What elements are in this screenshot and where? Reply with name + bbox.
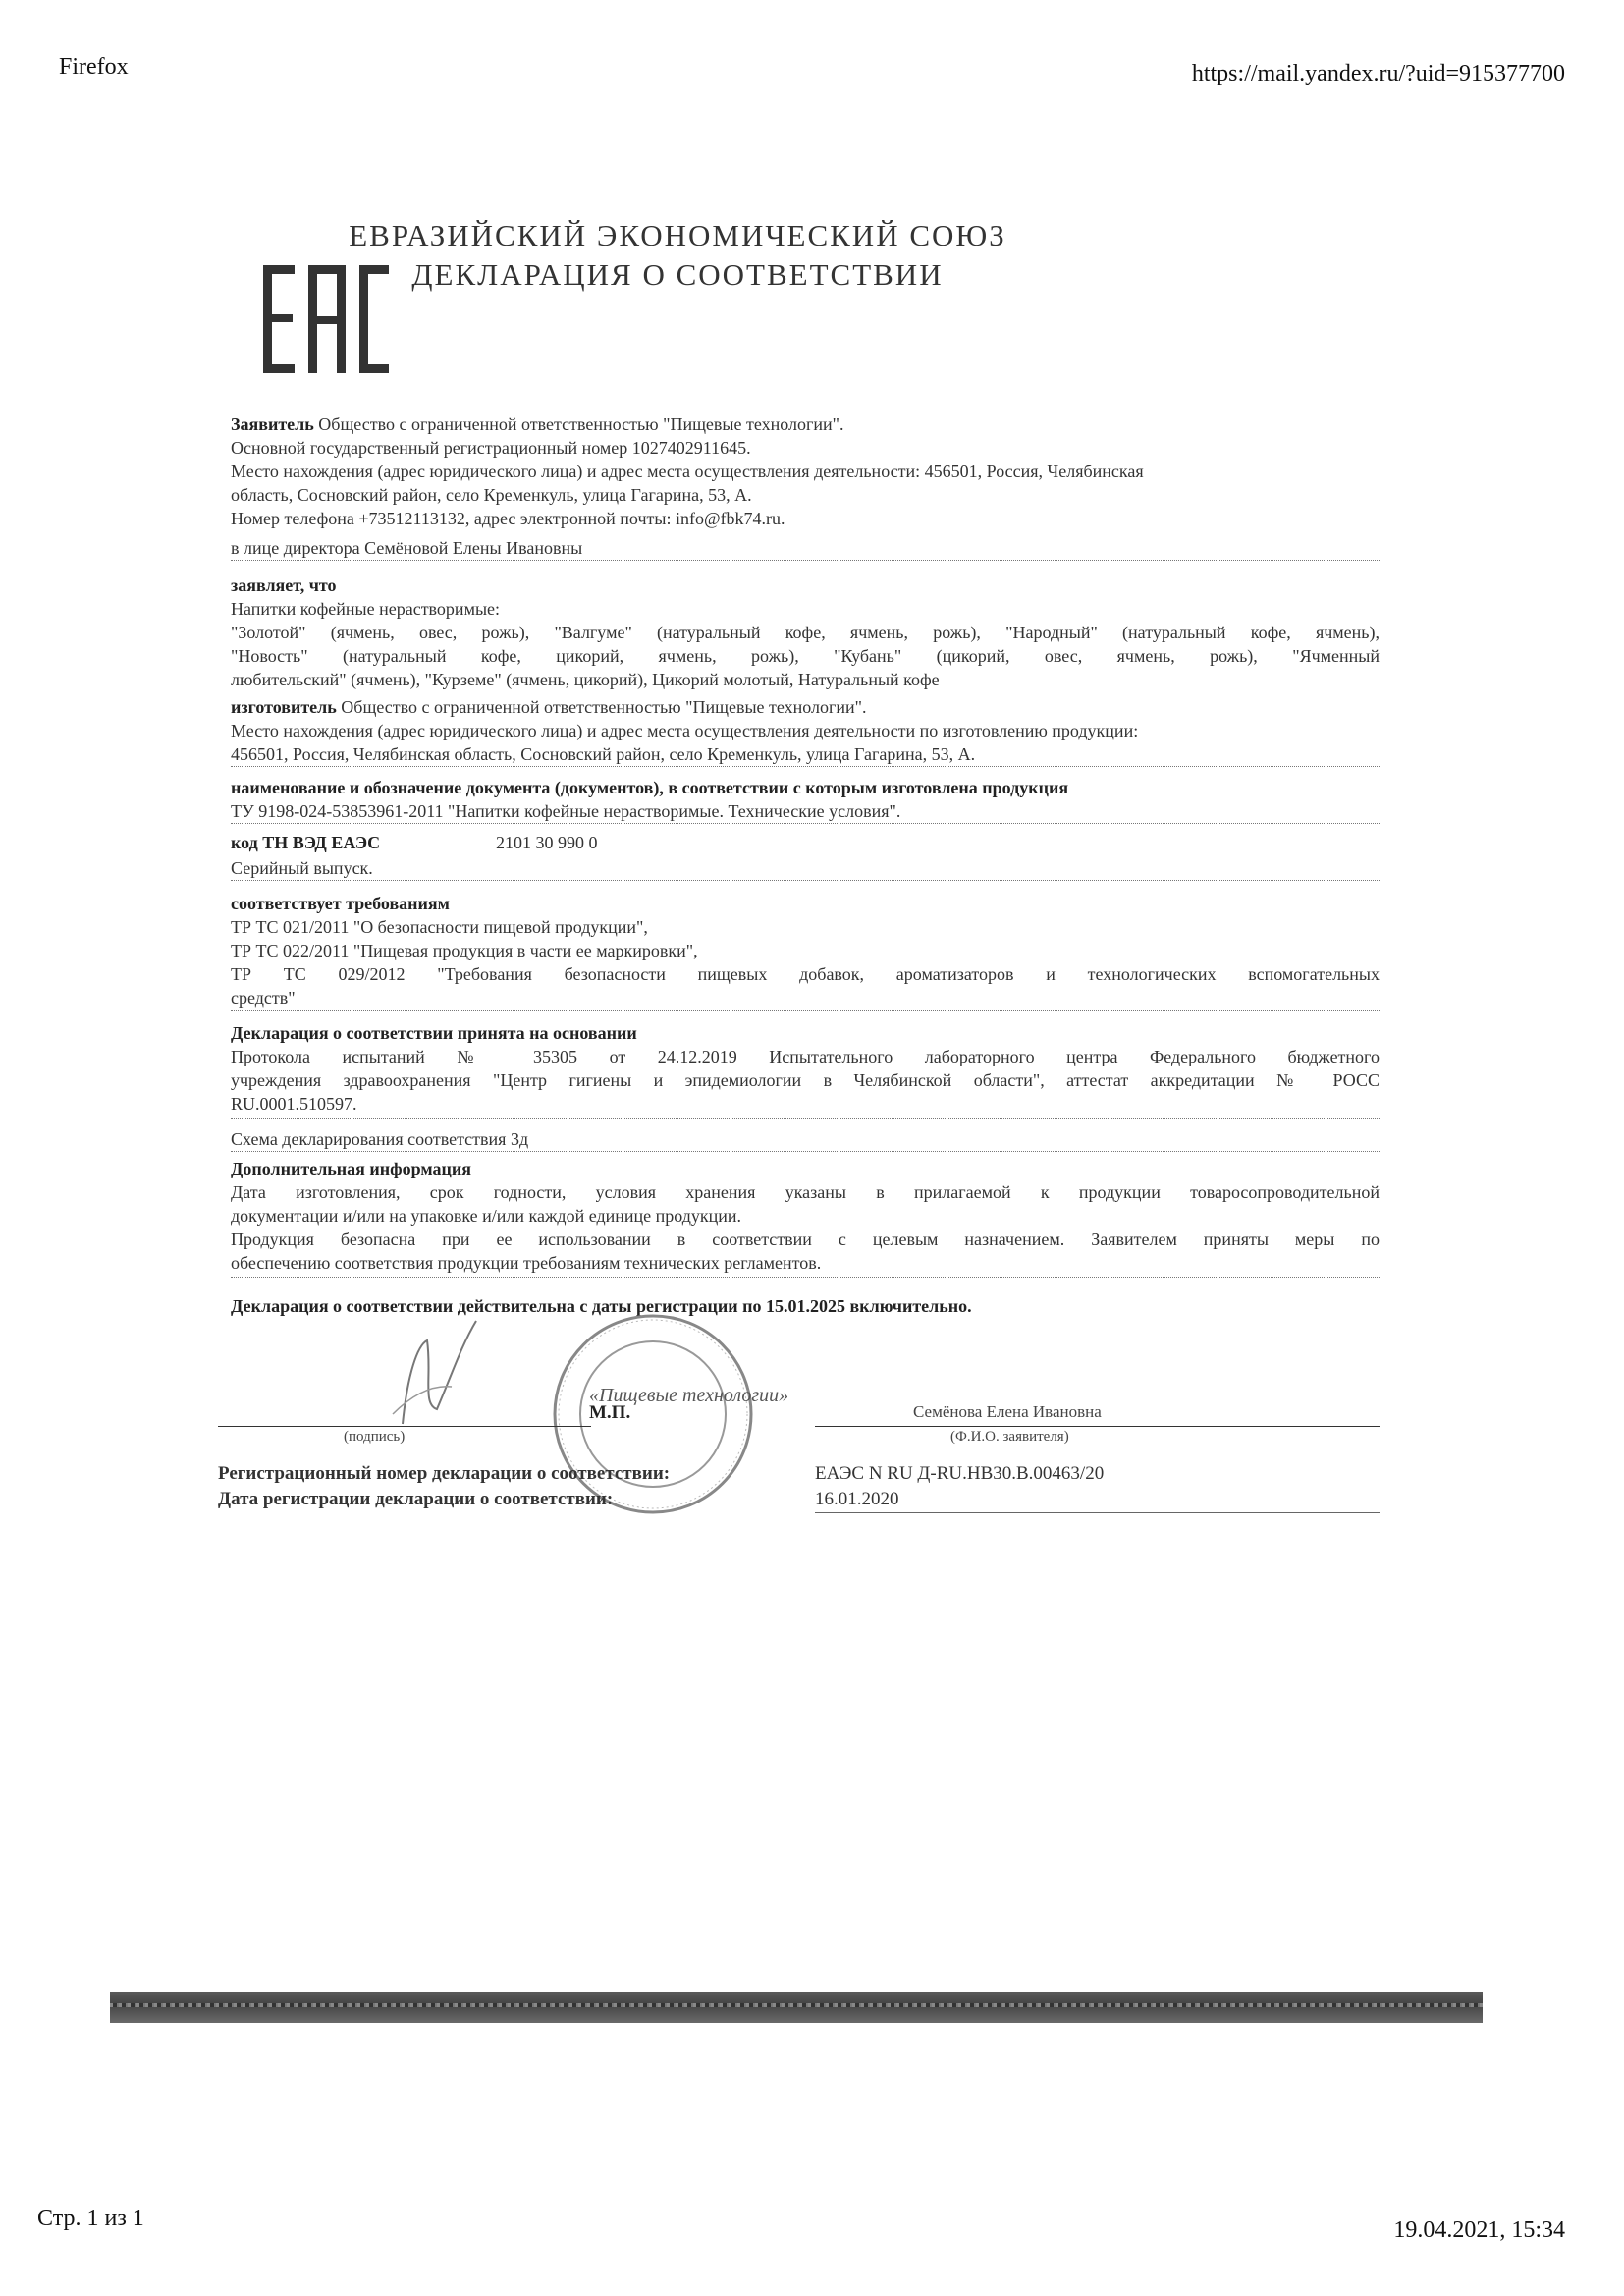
applicant-address-line2: область, Сосновский район, село Кременкуль, улица Гагарина, 53, А. xyxy=(231,485,752,505)
declaration-scheme: Схема декларирования соответствия 3д xyxy=(231,1129,529,1149)
stamp-place-label: М.П. xyxy=(589,1402,631,1423)
document-title-declaration: ДЕКЛАРАЦИЯ О СООТВЕТСТВИИ xyxy=(411,257,944,292)
manufacturer-label: изготовитель xyxy=(231,697,337,717)
tnved-value: 2101 30 990 0 xyxy=(496,833,598,852)
signature-caption: (подпись) xyxy=(344,1429,406,1445)
requirement-item: ТР ТС 021/2011 "О безопасности пищевой продукции", xyxy=(231,917,648,937)
registration-date-value: 16.01.2020 xyxy=(815,1489,899,1509)
requirement-item: ТР ТС 029/2012 "Требования безопасности пищевых добавок, ароматизаторов и технологических вспомогательных xyxy=(231,964,1380,984)
page-counter: Стр. 1 из 1 xyxy=(37,2206,144,2231)
signature-line xyxy=(218,1426,591,1427)
browser-app-name: Firefox xyxy=(59,54,129,80)
divider xyxy=(231,880,1380,881)
requirement-item: средств" xyxy=(231,988,296,1008)
scan-artifact-bar xyxy=(110,1992,1483,2023)
eac-logo xyxy=(263,265,391,373)
divider xyxy=(231,766,1380,767)
standard-value: ТУ 9198-024-53853961-2011 "Напитки кофейные нерастворимые. Технические условия". xyxy=(231,801,901,821)
divider xyxy=(231,560,1380,561)
requirements-label: соответствует требованиям xyxy=(231,894,450,913)
stamp-inner-text: «Пищевые технологии» xyxy=(589,1385,789,1406)
signer-name: Семёнова Елена Ивановна xyxy=(913,1402,1102,1421)
applicant-represented-by: в лице директора Семёновой Елены Ивановны xyxy=(231,538,583,558)
divider xyxy=(231,1010,1380,1011)
requirement-item: ТР ТС 022/2011 "Пищевая продукция в части ее маркировки", xyxy=(231,941,698,960)
applicant-ogrn: Основной государственный регистрационный номер 1027402911645. xyxy=(231,438,751,458)
company-stamp xyxy=(530,1311,776,1517)
document-title-union: ЕВРАЗИЙСКИЙ ЭКОНОМИЧЕСКИЙ СОЮЗ xyxy=(349,218,1006,252)
registration-underline xyxy=(815,1512,1380,1513)
divider xyxy=(231,1151,1380,1152)
divider xyxy=(231,823,1380,824)
signer-name-line xyxy=(815,1426,1380,1427)
product-line-2: "Золотой" (ячмень, овес, рожь), "Валгуме" (натуральный кофе, ячмень, рожь), "Народный" (натуральный кофе, ячмень), xyxy=(231,623,1380,642)
applicant-address-line1: Место нахождения (адрес юридического лица) и адрес места осуществления деятельности: 456501, Россия, Челябинская xyxy=(231,462,1144,481)
standard-label: наименование и обозначение документа (документов), в соответствии с которым изготовлена продукция xyxy=(231,778,1069,797)
manufacturer-address-line1: Место нахождения (адрес юридического лица) и адрес места осуществления деятельности по изготовлению продукции: xyxy=(231,721,1139,740)
print-timestamp: 19.04.2021, 15:34 xyxy=(1393,2217,1565,2243)
registration-number-value: ЕАЭС N RU Д-RU.НВ30.В.00463/20 xyxy=(815,1463,1105,1484)
validity-statement: Декларация о соответствии действительна с даты регистрации по 15.01.2025 включительно. xyxy=(231,1296,972,1316)
registration-number-label: Регистрационный номер декларации о соответствии: xyxy=(218,1463,671,1484)
basis-line-3: RU.0001.510597. xyxy=(231,1094,357,1114)
additional-info-line-4: обеспечению соответствия продукции требованиям технических регламентов. xyxy=(231,1253,822,1273)
additional-info-line-3: Продукция безопасна при ее использовании в соответствии с целевым назначением. Заявителем приняты меры по xyxy=(231,1230,1380,1249)
additional-info-line-1: Дата изготовления, срок годности, условия хранения указаны в прилагаемой к продукции товаросопроводительной xyxy=(231,1182,1380,1202)
applicant-contacts: Номер телефона +73512113132, адрес электронной почты: info@fbk74.ru. xyxy=(231,509,785,528)
additional-info-line-2: документации и/или на упаковке и/или каждой единице продукции. xyxy=(231,1206,742,1226)
declares-label: заявляет, что xyxy=(231,575,337,595)
signer-caption: (Ф.И.О. заявителя) xyxy=(950,1429,1069,1445)
divider xyxy=(231,1118,1380,1119)
additional-info-label: Дополнительная информация xyxy=(231,1159,471,1178)
product-line-4: любительский" (ячмень), "Курземе" (ячмень, цикорий), Цикорий молотый, Натуральный кофе xyxy=(231,670,940,689)
product-line-1: Напитки кофейные нерастворимые: xyxy=(231,599,501,619)
product-line-3: "Новость" (натуральный кофе, цикорий, ячмень, рожь), "Кубань" (цикорий, овес, ячмень, рожь), "Ячменный xyxy=(231,646,1380,666)
tnved-label: код ТН ВЭД ЕАЭС xyxy=(231,833,381,852)
basis-label: Декларация о соответствии принята на основании xyxy=(231,1023,637,1043)
basis-line-2: учреждения здравоохранения "Центр гигиены и эпидемиологии в Челябинской области", аттестат аккредитации № РОСС xyxy=(231,1070,1380,1090)
registration-date-label: Дата регистрации декларации о соответствии: xyxy=(218,1489,614,1509)
divider xyxy=(231,1277,1380,1278)
basis-line-1: Протокола испытаний № 35305 от 24.12.2019 Испытательного лабораторного центра Федерального бюджетного xyxy=(231,1047,1380,1066)
manufacturer-name: Общество с ограниченной ответственностью "Пищевые технологии". xyxy=(341,697,867,717)
page-url: https://mail.yandex.ru/?uid=915377700 xyxy=(1191,61,1565,86)
release-type: Серийный выпуск. xyxy=(231,858,373,878)
applicant-name: Общество с ограниченной ответственностью "Пищевые технологии". xyxy=(318,414,844,434)
signature-scribble xyxy=(383,1316,501,1429)
manufacturer-address-line2: 456501, Россия, Челябинская область, Сосновский район, село Кременкуль, улица Гагарина, 53, А. xyxy=(231,744,976,764)
applicant-label: Заявитель xyxy=(231,414,314,434)
